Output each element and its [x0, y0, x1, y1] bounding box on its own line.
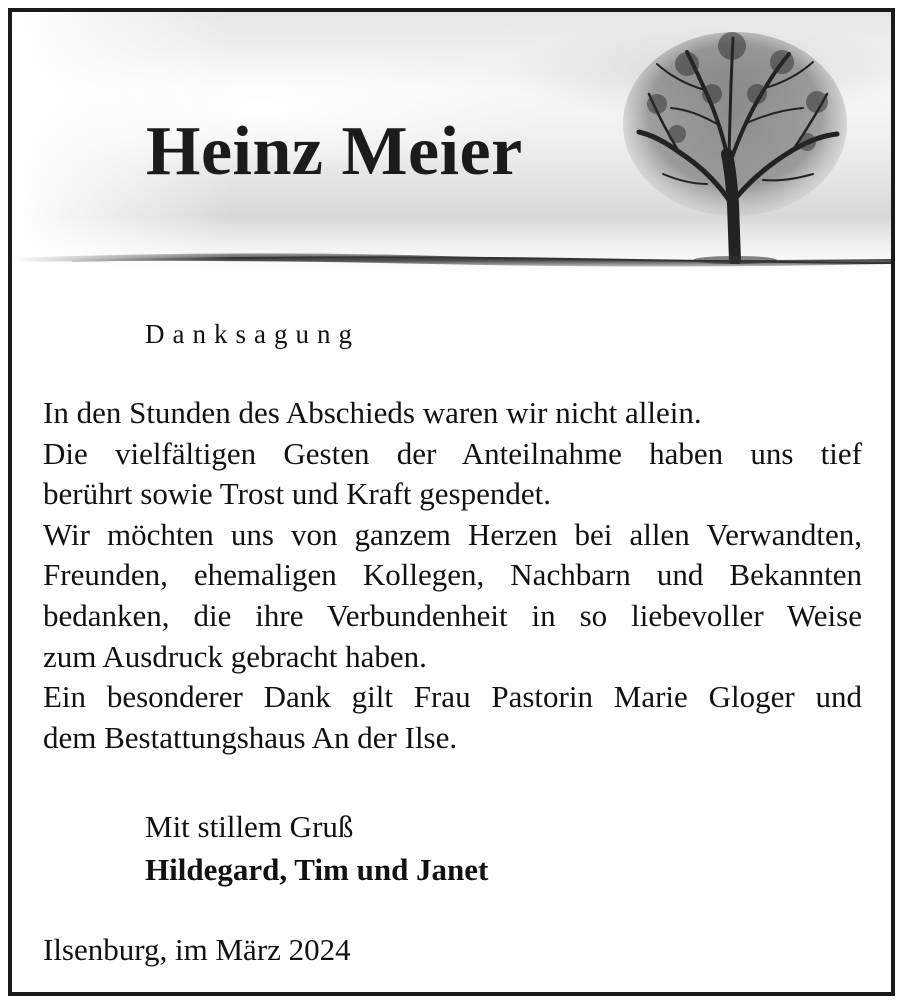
obituary-notice — [8, 8, 895, 996]
notice-heading: Danksagung — [145, 319, 360, 349]
notice-body — [43, 393, 862, 758]
body-line: dem Bestattungshaus An der Ilse. — [43, 719, 458, 755]
body-line: zum Ausdruck gebracht haben. — [43, 638, 427, 674]
deceased-name: Heinz Meier — [146, 113, 523, 190]
body-line: berührt sowie Trost und Kraft gespendet. — [43, 476, 551, 512]
closing-greeting: Mit stillem Gruß — [145, 809, 354, 844]
body-line: Die vielfältigen Gesten der Anteilnahme haben uns tief — [43, 435, 862, 471]
signers: Hildegard, Tim und Janet — [145, 852, 489, 887]
body-line: Wir möchten uns von ganzem Herzen bei allen Verwandten, — [43, 516, 862, 552]
body-line: Freunden, ehemaligen Kollegen, Nachbarn und Bekannten — [43, 557, 862, 593]
body-line: Ein besonderer Dank gilt Frau Pastorin Marie Gloger und — [43, 679, 862, 715]
place-date: Ilsenburg, im März 2024 — [43, 932, 351, 967]
body-line: In den Stunden des Abschieds waren wir nicht allein. — [43, 395, 702, 430]
tree-icon — [617, 24, 857, 264]
body-line: bedanken, die ihre Verbundenheit in so liebevoller Weise — [43, 597, 862, 633]
header-banner — [12, 12, 891, 274]
